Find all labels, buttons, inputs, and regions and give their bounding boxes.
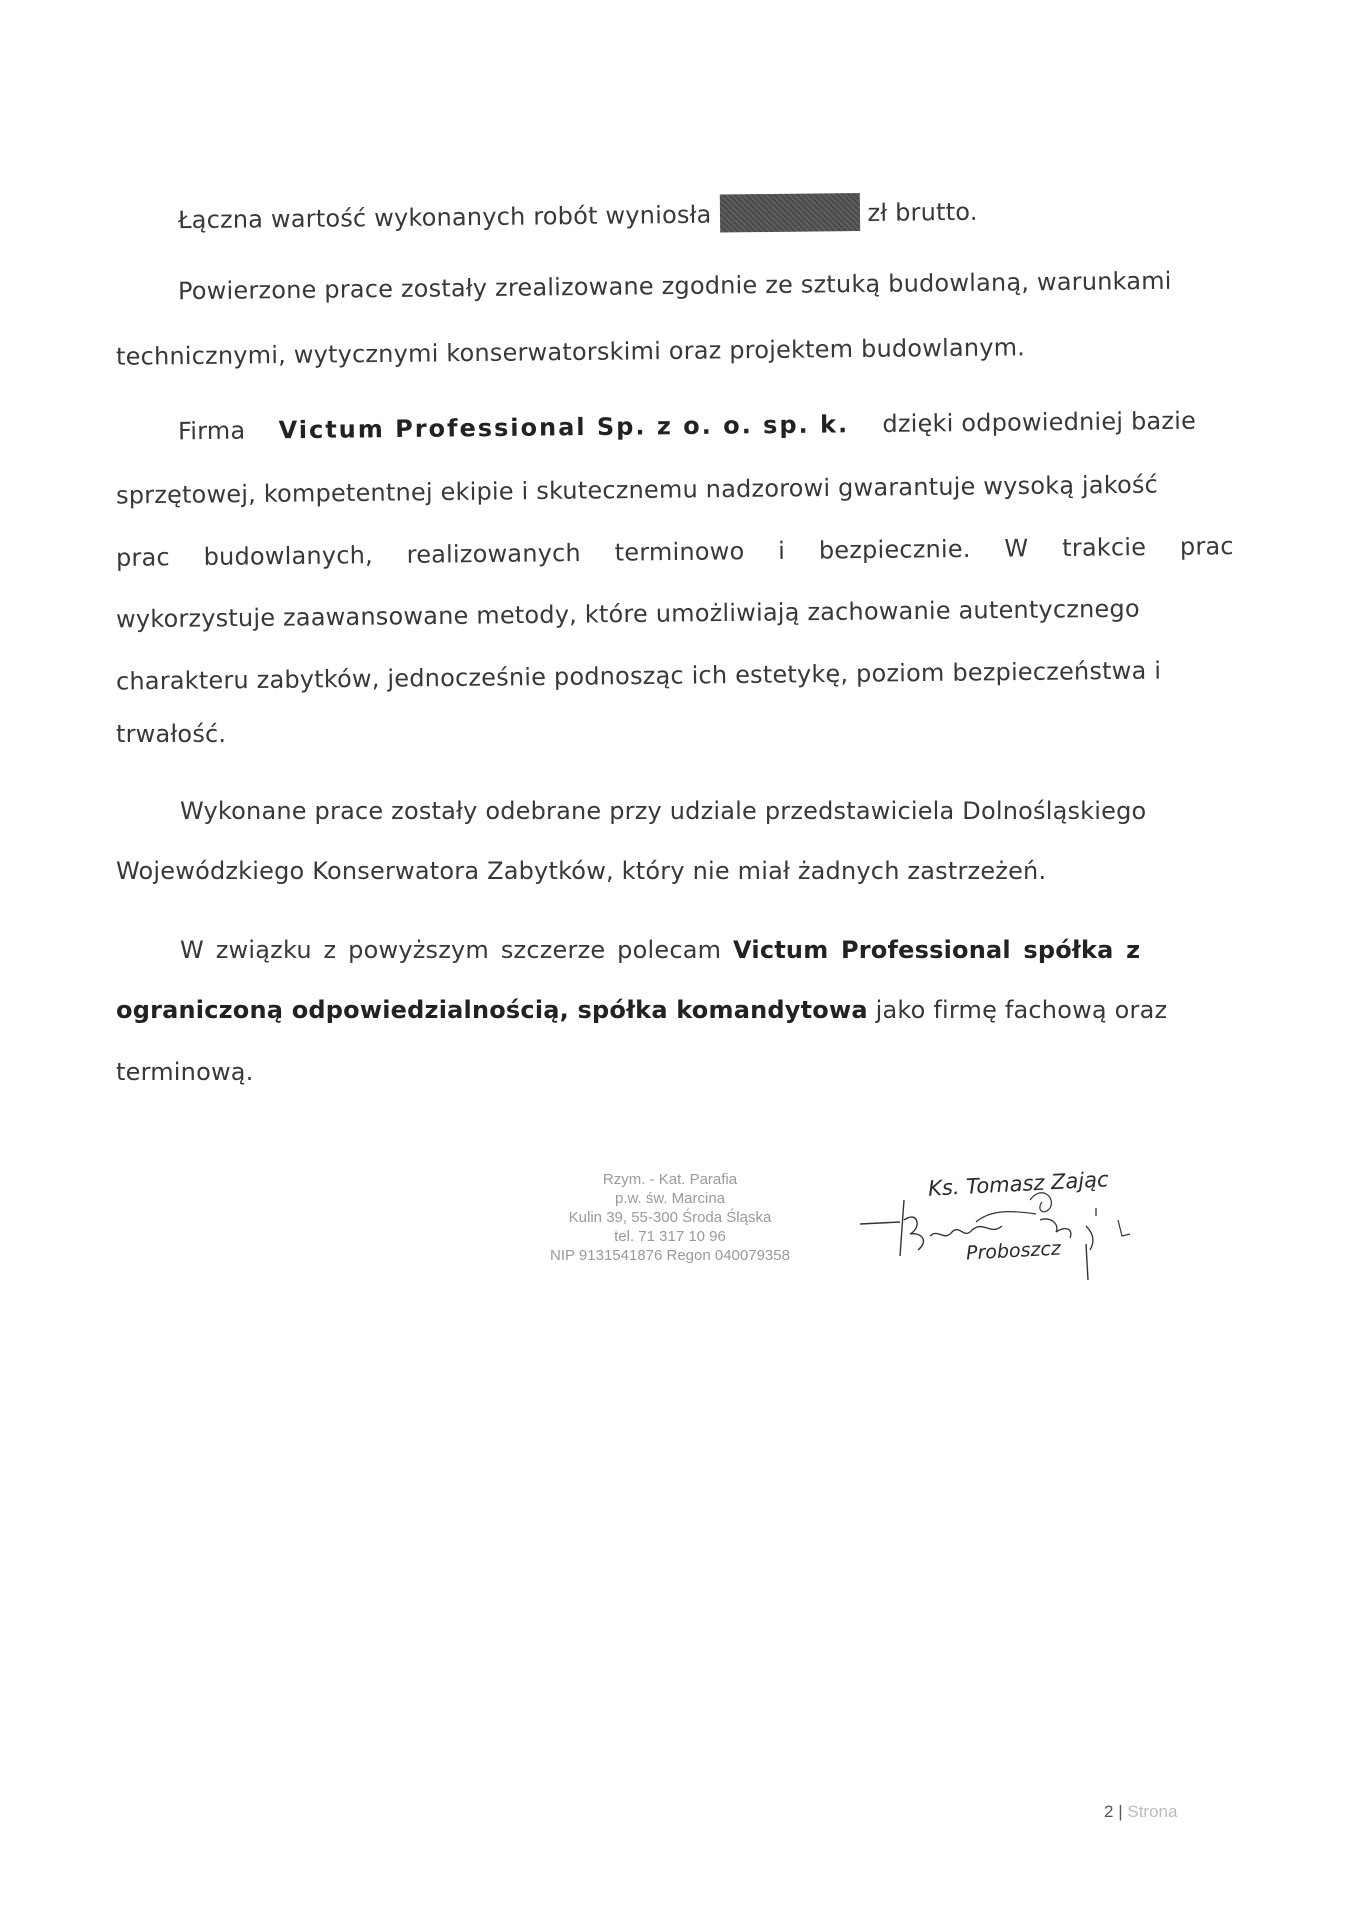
paragraph-2-line-2: technicznymi, wytycznymi konserwatorskimi oraz projektem budowlanym. xyxy=(115,333,1026,371)
paragraph-3-line-5: charakteru zabytków, jednocześnie podnosząc ich estetykę, poziom bezpieczeństwa i xyxy=(115,656,1162,696)
paragraph-5-line-3: terminową. xyxy=(116,1058,254,1086)
paragraph-3-line-1 xyxy=(178,407,1196,446)
paragraph-3-line-3: prac budowlanych, realizowanych terminowo i bezpiecznie. W trakcie prac xyxy=(115,532,1234,572)
paragraph-5-end: jako firmę fachową oraz xyxy=(875,996,1168,1024)
paragraph-3-line-2: sprzętowej, kompetentnej ekipie i skutecznemu nadzorowi gwarantuje wysoką jakość xyxy=(115,470,1159,510)
stamp-line: p.w. św. Marcina xyxy=(614,1190,726,1207)
paragraph-5-line-1 xyxy=(180,936,1140,964)
page-number-footer xyxy=(1104,1802,1177,1822)
paragraph-3-line-6: trwałość. xyxy=(116,720,227,748)
stamp-line: Rzym. - Kat. Parafia xyxy=(602,1171,738,1188)
page-label: Strona xyxy=(1127,1802,1178,1821)
amount-text-before: Łączna wartość wykonanych robót wyniosła xyxy=(177,200,712,235)
stamp-line: Kulin 39, 55-300 Środa Śląska xyxy=(568,1209,772,1226)
stamp-line: tel. 71 317 10 96 xyxy=(614,1228,726,1245)
paragraph-4-line-1: Wykonane prace zostały odebrane przy udziale przedstawiciela Dolnośląskiego xyxy=(180,797,1147,825)
paragraph-3-end: dzięki odpowiedniej bazie xyxy=(882,406,1197,438)
signatory-title: Proboszcz xyxy=(965,1237,1062,1265)
handwritten-signature xyxy=(860,1180,1160,1300)
page-number-separator: | xyxy=(1118,1802,1123,1821)
page-number: 2 xyxy=(1104,1802,1114,1821)
company-name-part-1: Victum Professional spółka z xyxy=(733,936,1141,964)
company-name-part-2: ograniczoną odpowiedzialnością, spółka komandytowa xyxy=(116,996,868,1024)
paragraph-4-line-2: Wojewódzkiego Konserwatora Zabytków, który nie miał żadnych zastrzeżeń. xyxy=(116,857,1047,885)
paragraph-5-start: W związku z powyższym szczerze polecam xyxy=(180,936,722,964)
stamp-line: NIP 9131541876 Regon 040079358 xyxy=(550,1247,790,1264)
signatory-name: Ks. Tomasz Zając xyxy=(927,1167,1110,1201)
paragraph-3-start: Firma xyxy=(177,416,246,446)
paragraph-5-line-2 xyxy=(116,996,1167,1024)
paragraph-3-line-4: wykorzystuje zaawansowane metody, które umożliwiają zachowanie autentycznego xyxy=(115,594,1140,634)
amount-line xyxy=(178,192,978,238)
paragraph-2-line-1: Powierzone prace zostały zrealizowane zgodnie ze sztuką budowlaną, warunkami xyxy=(177,266,1172,306)
amount-text-after: zł brutto. xyxy=(867,197,978,227)
company-name-short: Victum Professional Sp. z o. o. sp. k. xyxy=(278,410,850,445)
redacted-amount xyxy=(719,193,859,232)
parish-stamp xyxy=(520,1170,820,1265)
